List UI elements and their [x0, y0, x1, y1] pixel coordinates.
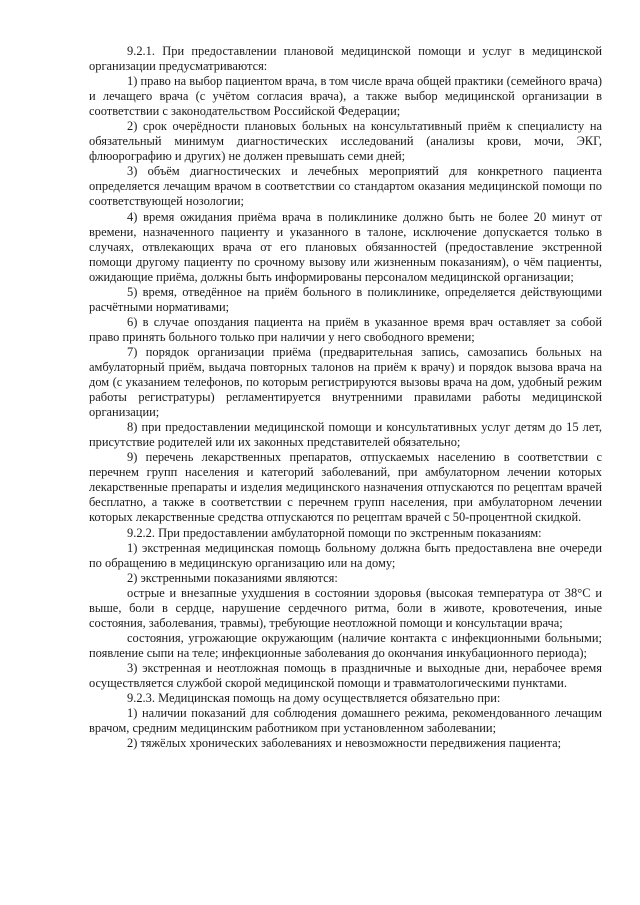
- item-9-medications-list: 9) перечень лекарственных препаратов, отпускаемых населению в соответствии с перечнем групп населения и категорий заболеваний, при амбулаторном лечении которых лекарственные препараты и изделия медицинского назначения отпускаются по рецептам врачей бесплатно, а также в соответствии с перечнем групп населения, при амбулаторном лечении которых лекарственные средства отпускаются по рецептам врачей с 50-процентной скидкой.: [89, 450, 602, 525]
- item-4-waiting-time: 4) время ожидания приёма врача в поликлинике должно быть не более 20 минут от времени, назначенного пациенту и указанного в талоне, исключение допускается только в случаях, отвлекающих врача от его плановых обязанностей (предоставление экстренной помощи другому пациенту по срочному вызову или жизненным показаниям), о чём пациенты, ожидающие приёма, должны быть информированы персоналом медицинской организации;: [89, 209, 602, 284]
- document-page: [89, 44, 602, 751]
- item-6-late-arrival: 6) в случае опоздания пациента на приём в указанное время врач оставляет за собой право принять больного только при наличии у него свободного времени;: [89, 314, 602, 344]
- emergency-item-2: 2) экстренными показаниями являются:: [127, 570, 338, 585]
- home-care-item-2: 2) тяжёлых хронических заболеваниях и невозможности передвижения пациента;: [127, 736, 562, 751]
- home-care-item-1: 1) наличии показаний для соблюдения домашнего режима, рекомендованного лечащим врачом, средним медицинским работником при установленном заболевании;: [89, 706, 602, 736]
- item-3-diagnostic-scope: 3) объём диагностических и лечебных мероприятий для конкретного пациента определяется лечащим врачом в соответствии со стандартом оказания медицинской помощи по соответствующей нозологии;: [89, 164, 602, 209]
- item-8-children-care: 8) при предоставлении медицинской помощи и консультативных услуг детям до 15 лет, присутствие родителей или их законных представителей обязательно;: [89, 420, 602, 450]
- item-1-choice-of-doctor: 1) право на выбор пациентом врача, в том числе врача общей практики (семейного врача) и лечащего врача (с учётом согласия врача), а также выбор медицинской организации в соответствии с законодательством Российской Федерации;: [89, 74, 602, 119]
- emergency-item-1: 1) экстренная медицинская помощь больному должна быть предоставлена вне очереди по обращению в медицинскую организацию или на дому;: [89, 540, 602, 570]
- section-9-2-3-heading: 9.2.3. Медицинская помощь на дому осуществляется обязательно при:: [127, 691, 501, 706]
- emergency-item-3: 3) экстренная и неотложная помощь в праздничные и выходные дни, нерабочее время осуществляется службой скорой медицинской помощи и травматологическими пунктами.: [89, 660, 602, 690]
- item-7-appointment-procedure: 7) порядок организации приёма (предварительная запись, самозапись больных на амбулаторный приём, выдача повторных талонов на приём к врачу) и порядок вызова врача на дом (с указанием телефонов, по которым регистрируются вызовы врача на дом, удобный режим работы регистратуры) регламентируется внутренними правилами работы медицинской организации;: [89, 344, 602, 420]
- item-5-appointment-time: 5) время, отведённое на приём больного в поликлинике, определяется действующими расчётными нормативами;: [89, 284, 602, 314]
- emergency-indication-contagious: состояния, угрожающие окружающим (наличие контакта с инфекционными больными; появление сыпи на теле; инфекционные заболевания до окончания инкубационного периода);: [89, 630, 602, 660]
- section-9-2-1-heading: 9.2.1. При предоставлении плановой медицинской помощи и услуг в медицинской организации предусматриваются:: [89, 44, 602, 74]
- item-2-waiting-period: 2) срок очерёдности плановых больных на консультативный приём к специалисту на обязательный минимум диагностических исследований (анализы крови, мочи, ЭКГ, флюорографию и других) не должен превышать семи дней;: [89, 119, 602, 164]
- section-9-2-2-heading: 9.2.2. При предоставлении амбулаторной помощи по экстренным показаниям:: [127, 525, 542, 540]
- emergency-indication-acute: острые и внезапные ухудшения в состоянии здоровья (высокая температура от 38°С и выше, боли в сердце, нарушение сердечного ритма, боли в животе, кровотечения, иные состояния, заболевания, травмы), требующие неотложной помощи и консультации врача;: [89, 585, 602, 630]
